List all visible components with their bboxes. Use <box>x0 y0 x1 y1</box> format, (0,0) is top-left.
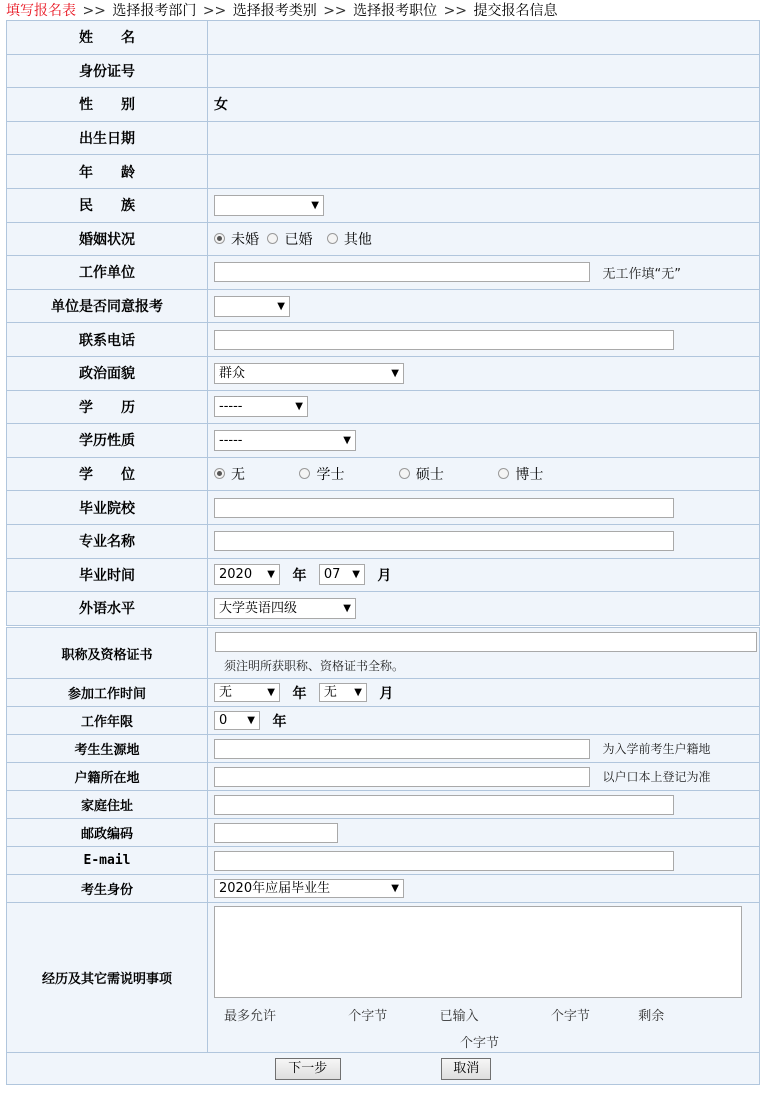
major-label: 专业名称 <box>7 524 208 558</box>
school-label: 毕业院校 <box>7 491 208 525</box>
chevron-down-icon: ▼ <box>277 300 285 312</box>
marital-radio-unmarried[interactable] <box>214 233 225 244</box>
phone-input[interactable] <box>214 330 674 350</box>
chevron-down-icon: ▼ <box>391 883 399 894</box>
name-label: 姓名 <box>79 30 163 47</box>
school-input[interactable] <box>214 498 674 518</box>
postcode-label: 邮政编码 <box>7 819 208 847</box>
extra-info-table <box>6 627 760 1085</box>
grad-year-select[interactable]: 2020 ▼ <box>214 564 280 585</box>
origin-hint: 为入学前考生户籍地 <box>602 742 711 756</box>
email-input[interactable] <box>214 851 674 871</box>
address-label: 家庭住址 <box>7 791 208 819</box>
chevron-down-icon: ▼ <box>391 367 399 379</box>
phone-label: 联系电话 <box>7 323 208 357</box>
work-start-year-unit: 年 <box>292 685 307 702</box>
title-cert-label: 职称及资格证书 <box>7 628 208 679</box>
chevron-down-icon: ▼ <box>267 687 275 698</box>
hukou-hint: 以户口本上登记为准 <box>602 770 711 784</box>
ethnicity-label: 民族 <box>79 198 163 215</box>
id-number-value <box>208 54 760 88</box>
chevron-down-icon: ▼ <box>343 434 351 446</box>
degree-label: 学位 <box>79 467 163 484</box>
marital-option-other: 其他 <box>343 231 372 248</box>
marital-radio-other[interactable] <box>327 233 338 244</box>
chevron-down-icon: ▼ <box>267 569 275 581</box>
work-years-label: 工作年限 <box>7 707 208 735</box>
grad-year-unit: 年 <box>292 567 307 584</box>
degree-option-none: 无 <box>231 467 245 484</box>
step-current: 填写报名表 <box>6 3 76 19</box>
cancel-button[interactable]: 取消 <box>441 1058 491 1080</box>
step-3: 选择报考类别 <box>232 3 317 19</box>
chevron-down-icon: ▼ <box>295 401 303 413</box>
grad-time-label: 毕业时间 <box>7 558 208 592</box>
email-label: E-mail <box>7 847 208 875</box>
marital-option-unmarried: 未婚 <box>231 231 259 248</box>
birth-date-label: 出生日期 <box>7 121 208 155</box>
step-5: 提交报名信息 <box>473 3 558 19</box>
language-label: 外语水平 <box>7 592 208 626</box>
experience-counter: 最多允许 个字节 已输入 个字节 剩余 <box>224 1009 665 1024</box>
chevron-down-icon: ▼ <box>247 715 255 726</box>
political-label: 政治面貌 <box>7 356 208 390</box>
next-step-button[interactable]: 下一步 <box>275 1058 341 1080</box>
work-years-unit: 年 <box>272 713 287 730</box>
degree-option-doctor: 博士 <box>515 467 544 484</box>
chevron-down-icon: ▼ <box>352 569 360 581</box>
grad-month-unit: 月 <box>377 567 392 584</box>
education-select[interactable]: ----- ▼ <box>214 396 308 417</box>
hukou-input[interactable] <box>214 767 590 787</box>
identity-select[interactable]: 2020年应届毕业生 ▼ <box>214 879 404 898</box>
basic-info-table <box>6 20 760 626</box>
title-cert-input[interactable] <box>215 632 757 652</box>
birth-date-value <box>208 121 760 155</box>
degree-option-master: 硕士 <box>415 467 444 484</box>
education-label: 学历 <box>79 399 163 416</box>
degree-radio-master[interactable] <box>399 468 410 479</box>
work-start-month-unit: 月 <box>379 685 394 702</box>
education-type-select[interactable]: ----- ▼ <box>214 430 356 451</box>
political-select[interactable]: 群众 ▼ <box>214 363 404 384</box>
postcode-input[interactable] <box>214 823 338 843</box>
marital-option-married: 已婚 <box>284 231 313 248</box>
experience-label: 经历及其它需说明事项 <box>7 903 208 1053</box>
employer-input[interactable] <box>214 262 590 282</box>
employer-label: 工作单位 <box>7 256 208 290</box>
identity-label: 考生身份 <box>7 875 208 903</box>
work-start-month-select[interactable]: 无 ▼ <box>319 683 367 702</box>
age-label: 年龄 <box>79 164 163 181</box>
chevron-down-icon: ▼ <box>354 687 362 698</box>
step-4: 选择报考职位 <box>353 3 438 19</box>
origin-input[interactable] <box>214 739 590 759</box>
marital-radio-married[interactable] <box>267 233 278 244</box>
step-2: 选择报考部门 <box>112 3 197 19</box>
hukou-label: 户籍所在地 <box>7 763 208 791</box>
experience-textarea[interactable] <box>214 906 742 998</box>
name-value <box>208 21 760 55</box>
title-cert-hint: 须注明所获职称、资格证书全称。 <box>224 659 405 673</box>
work-start-year-select[interactable]: 无 ▼ <box>214 683 280 702</box>
chevron-down-icon: ▼ <box>343 602 351 614</box>
major-input[interactable] <box>214 531 674 551</box>
origin-label: 考生生源地 <box>7 735 208 763</box>
degree-radio-doctor[interactable] <box>498 468 509 479</box>
marital-label: 婚姻状况 <box>7 222 208 256</box>
language-select[interactable]: 大学英语四级 ▼ <box>214 598 356 619</box>
employer-consent-label: 单位是否同意报考 <box>7 289 208 323</box>
id-number-label: 身份证号 <box>7 54 208 88</box>
employer-hint: 无工作填“无” <box>602 266 681 282</box>
employer-consent-select[interactable] <box>214 296 290 317</box>
work-start-label: 参加工作时间 <box>7 679 208 707</box>
degree-radio-none[interactable] <box>214 468 225 479</box>
step-breadcrumb: 填写报名表 >> 选择报考部门 >> 选择报考类别 >> 选择报考职位 >> 提交报名信息 <box>6 3 558 19</box>
age-value <box>208 155 760 189</box>
work-years-select[interactable]: 0 ▼ <box>214 711 260 730</box>
chevron-down-icon: ▼ <box>311 199 319 211</box>
education-type-label: 学历性质 <box>7 424 208 458</box>
grad-month-select[interactable]: 07 ▼ <box>319 564 365 585</box>
gender-value: 女 <box>208 88 760 122</box>
experience-counter-unit: 个字节 <box>460 1036 500 1051</box>
ethnicity-select[interactable] <box>214 195 324 216</box>
degree-option-bachelor: 学士 <box>316 467 345 484</box>
degree-radio-bachelor[interactable] <box>299 468 310 479</box>
address-input[interactable] <box>214 795 674 815</box>
gender-label: 性别 <box>79 97 163 114</box>
